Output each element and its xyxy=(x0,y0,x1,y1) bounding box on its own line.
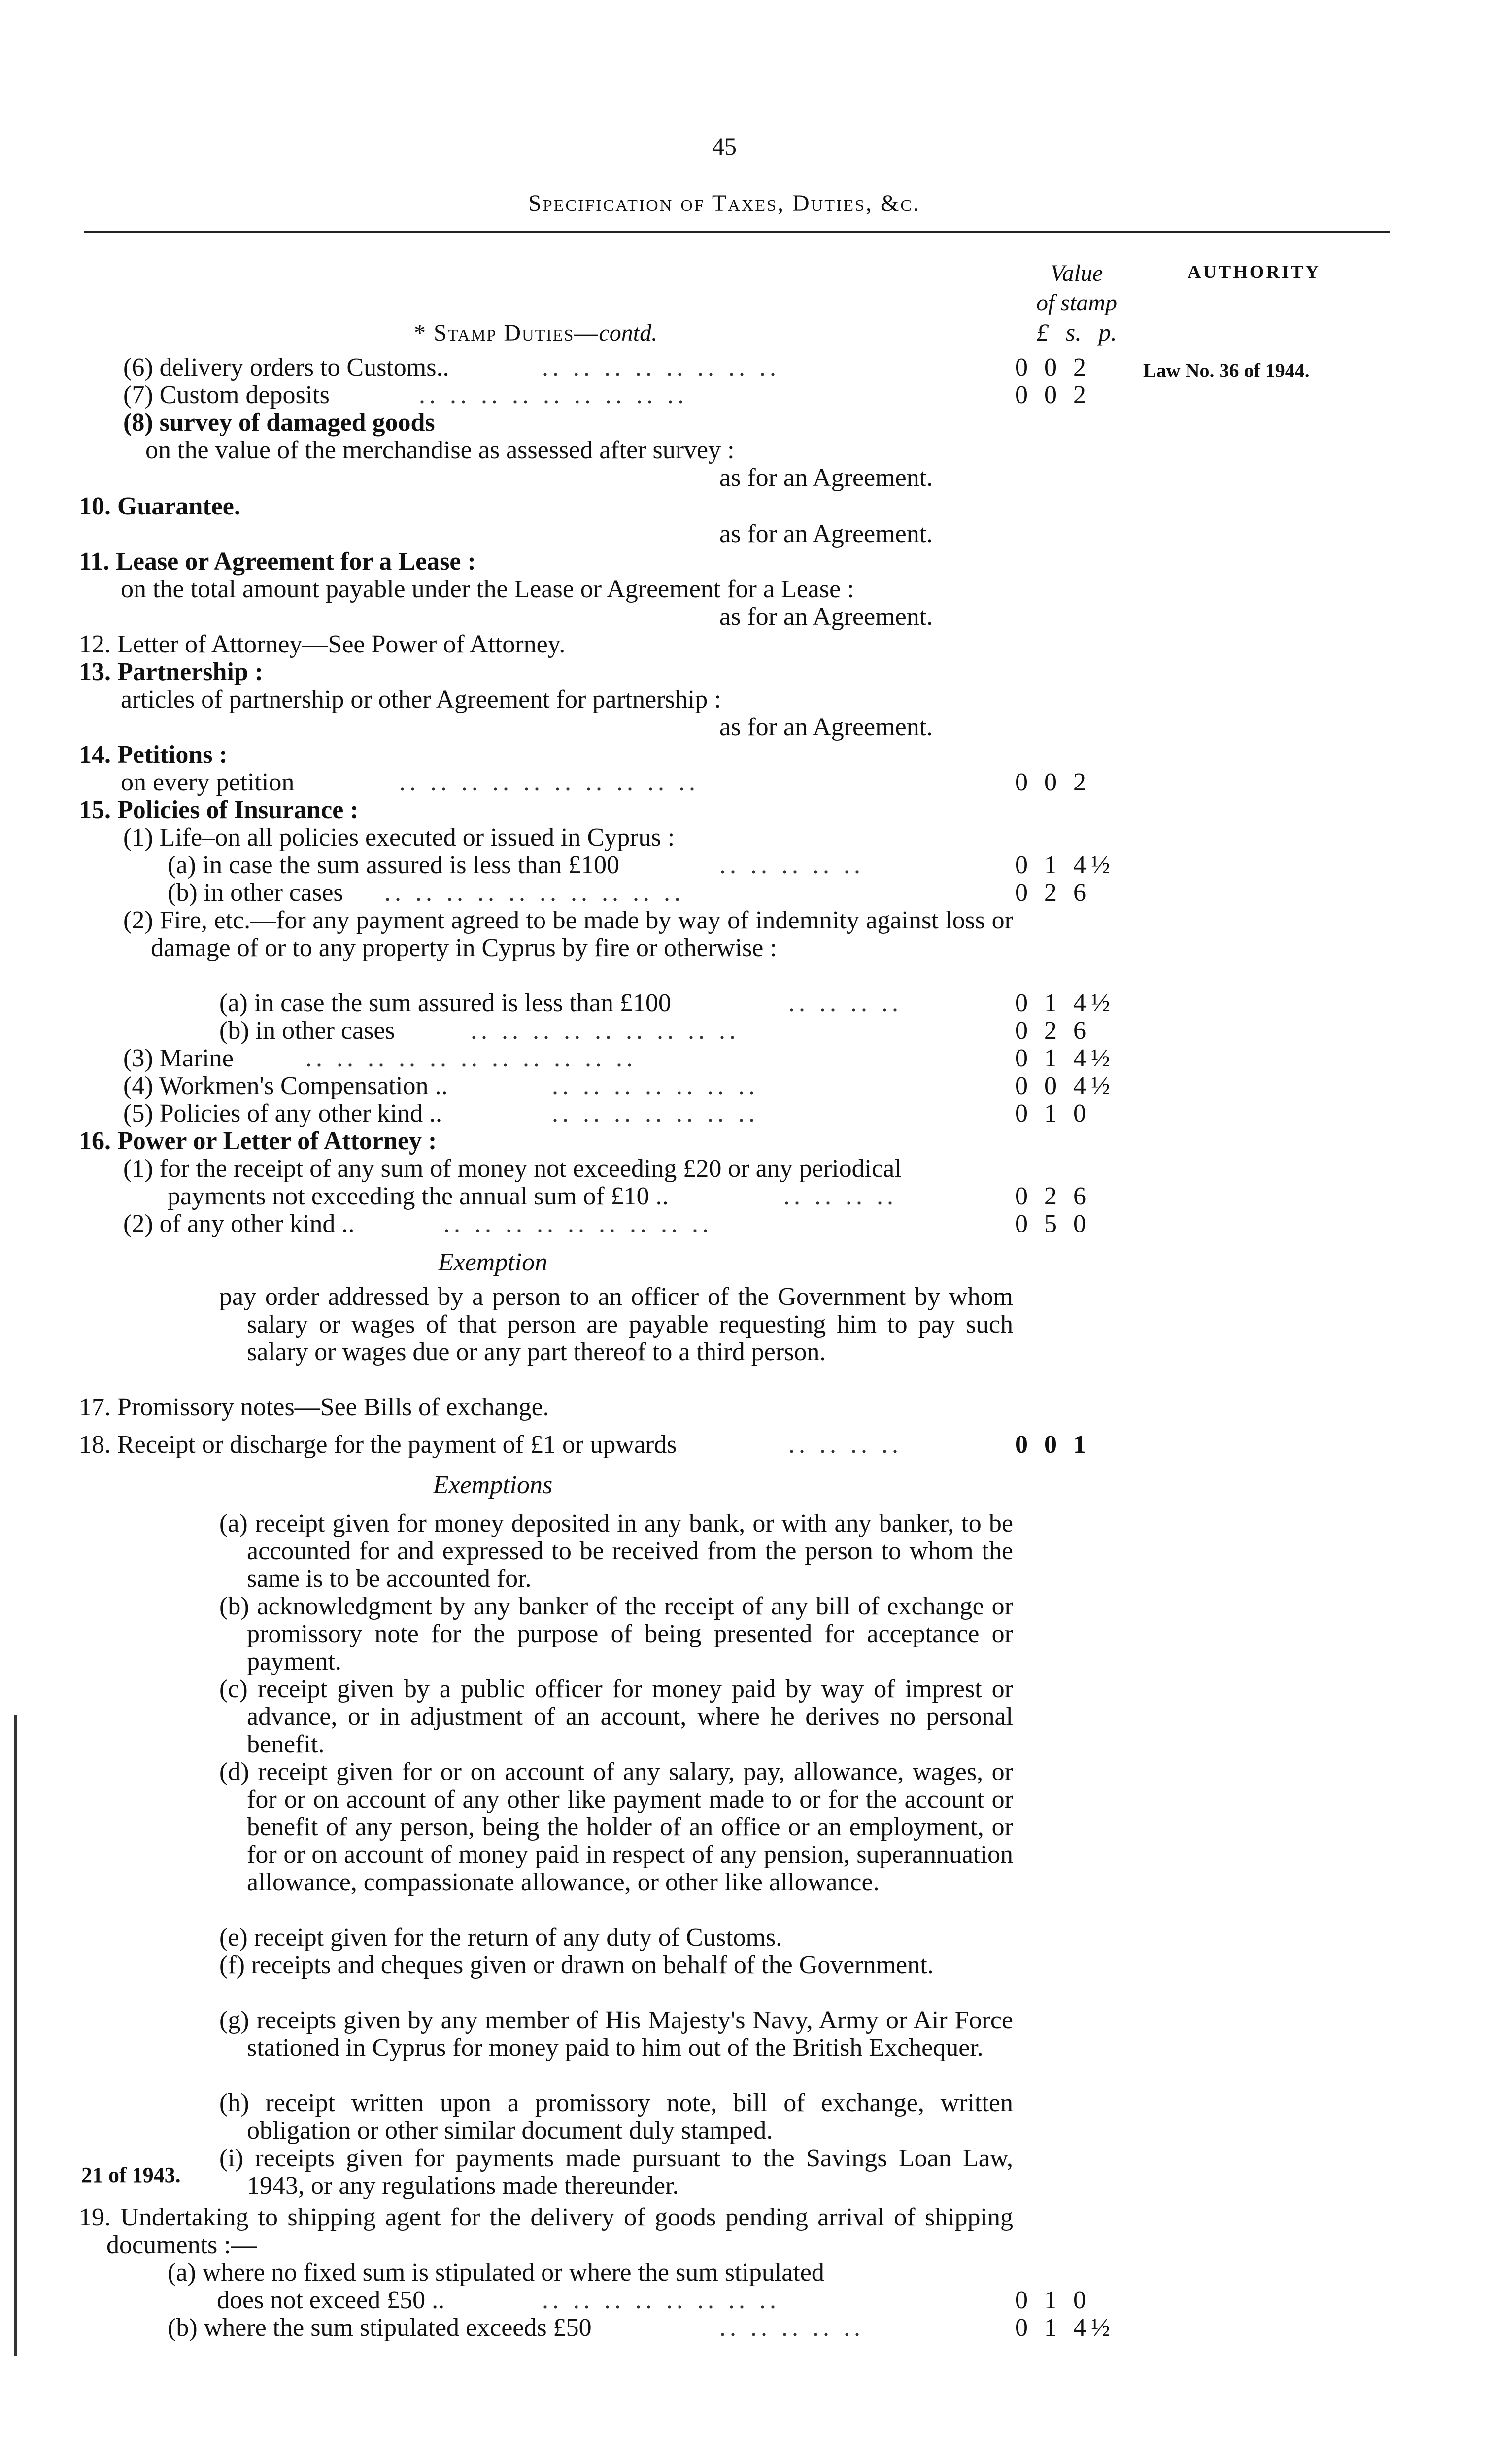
entry-text: 11. Lease or Agreement for a Lease : xyxy=(79,548,476,576)
leader-dots: .. .. .. .. .. .. .. .. .. .. xyxy=(399,768,699,796)
leader-dots: .. .. .. .. xyxy=(788,1431,902,1459)
exemption-a: (a) receipt given for money deposited in any bank, or with any banker, to be accounted for and expressed to be received from the person to whom the same is to be accounted for. xyxy=(219,1509,1013,1593)
exemption-heading: Exemption xyxy=(438,1248,548,1276)
stamp-value: 0 1 0 xyxy=(1015,2286,1091,2314)
leader-dots: .. .. .. .. .. xyxy=(719,2314,864,2342)
entry-text: (2) of any other kind .. xyxy=(123,1210,355,1238)
leader-dots: .. .. .. .. .. .. .. .. xyxy=(542,2286,780,2314)
entry-text: 12. Letter of Attorney—See Power of Attorney. xyxy=(79,630,566,658)
currency-units-heading: £ s. p. xyxy=(1036,318,1117,346)
margin-rule xyxy=(14,1715,17,2356)
entry-text: 14. Petitions : xyxy=(79,741,228,769)
exemption-g: (g) receipts given by any member of His Majesty's Navy, Army or Air Force stationed in Cyprus for money paid to him out of the British Exchequer. xyxy=(219,2006,1013,2062)
entry-text: (4) Workmen's Compensation .. xyxy=(123,1072,448,1100)
exemption-b: (b) acknowledgment by any banker of the receipt of any bill of exchange or promissory note for the purpose of being presented for acceptance or payment. xyxy=(219,1592,1013,1676)
leader-dots: .. .. .. .. .. .. .. .. xyxy=(542,353,780,381)
entry-15-2: (2) Fire, etc.—for any payment agreed to be made by way of indemnity against loss or damage of or to any property in Cyprus by fire or otherwise : xyxy=(123,906,1013,962)
value-heading-line2: of stamp xyxy=(1036,290,1117,316)
entry-text: as for an Agreement. xyxy=(719,520,933,548)
entry-text: as for an Agreement. xyxy=(719,603,933,631)
entry-text: (b) in other cases xyxy=(168,879,343,907)
entry-text: 10. Guarantee. xyxy=(79,492,240,520)
entry-text: on the value of the merchandise as assessed after survey : xyxy=(145,436,735,464)
stamp-value: 0 0 2 xyxy=(1015,381,1091,409)
leader-dots: .. .. .. .. .. .. .. xyxy=(552,1072,759,1100)
leader-dots: .. .. .. .. xyxy=(783,1182,897,1210)
section-contd: contd. xyxy=(599,320,658,346)
entry-text: as for an Agreement. xyxy=(719,464,933,492)
stamp-value: 0 0 4½ xyxy=(1015,1072,1115,1100)
stamp-value: 0 0 2 xyxy=(1015,768,1091,796)
leader-dots: .. .. .. .. .. .. .. .. .. .. xyxy=(384,879,684,907)
header-rule xyxy=(84,231,1390,233)
exemption-f: (f) receipts and cheques given or drawn on behalf of the Government. xyxy=(219,1951,934,1979)
entry-text: payments not exceeding the annual sum of £10 .. xyxy=(168,1182,669,1210)
entry-text: 17. Promissory notes—See Bills of exchange. xyxy=(79,1393,549,1421)
authority-citation: Law No. 36 of 1944. xyxy=(1143,359,1310,381)
entry-text: does not exceed £50 .. xyxy=(217,2286,445,2314)
entry-text: (a) where no fixed sum is stipulated or where the sum stipulated xyxy=(168,2259,824,2287)
stamp-value: 0 2 6 xyxy=(1015,1182,1091,1210)
exemption-i: (i) receipts given for payments made pursuant to the Savings Loan Law, 1943, or any regulations made thereunder. xyxy=(219,2144,1013,2200)
authority-column-heading: AUTHORITY xyxy=(1188,262,1321,282)
leader-dots: .. .. .. .. .. .. .. .. .. .. .. xyxy=(305,1044,637,1072)
entry-text: 13. Partnership : xyxy=(79,658,264,686)
stamp-value: 0 0 2 xyxy=(1015,353,1091,381)
entry-19: 19. Undertaking to shipping agent for the delivery of goods pending arrival of shipping documents :— xyxy=(79,2203,1013,2259)
entry-text: 16. Power or Letter of Attorney : xyxy=(79,1127,437,1155)
leader-dots: .. .. .. .. .. xyxy=(719,851,864,879)
entry-text: (3) Marine xyxy=(123,1044,234,1072)
stamp-value: 0 1 4½ xyxy=(1015,2314,1115,2342)
value-column-heading xyxy=(1005,259,1148,318)
stamp-value: 0 2 6 xyxy=(1015,1017,1091,1045)
stamp-value: 0 1 4½ xyxy=(1015,1044,1115,1072)
stamp-value: 0 5 0 xyxy=(1015,1210,1091,1238)
entry-text: (a) in case the sum assured is less than £100 xyxy=(219,989,672,1017)
exemption-text: pay order addressed by a person to an officer of the Government by whom salary or wages of that person are payable requesting him to pay such salary or wages due or any part thereof to a third person. xyxy=(219,1283,1013,1366)
running-head: Specification of Taxes, Duties, &c. xyxy=(528,190,920,216)
entry-text: (1) for the receipt of any sum of money not exceeding £20 or any periodical xyxy=(123,1155,902,1183)
entry-text: on the total amount payable under the Lease or Agreement for a Lease : xyxy=(121,575,854,603)
page-number: 45 xyxy=(712,133,737,160)
stamp-value: 0 1 4½ xyxy=(1015,989,1115,1017)
leader-dots: .. .. .. .. .. .. .. .. .. xyxy=(443,1210,713,1238)
entry-text: (a) in case the sum assured is less than £100 xyxy=(168,851,620,879)
exemption-d: (d) receipt given for or on account of any salary, pay, allowance, wages, or for or on account of any other like payment made to or for the account or benefit of any person, being the holder of an office or an employment, or for or on account of money paid in respect of any pension, superannuation allowance, compassionate allowance, or other like allowance. xyxy=(219,1758,1013,1896)
leader-dots: .. .. .. .. .. .. .. .. .. xyxy=(471,1017,740,1045)
entry-text: (1) Life–on all policies executed or issued in Cyprus : xyxy=(123,823,675,852)
section-heading xyxy=(414,319,657,346)
entry-text: (6) delivery orders to Customs.. xyxy=(123,353,449,381)
entry-text: 15. Policies of Insurance : xyxy=(79,796,359,824)
entry-text: (b) where the sum stipulated exceeds £50 xyxy=(168,2314,592,2342)
stamp-value: 0 0 1 xyxy=(1015,1431,1091,1459)
exemptions-heading: Exemptions xyxy=(433,1471,553,1499)
entry-text: (7) Custom deposits xyxy=(123,381,330,409)
entry-text: as for an Agreement. xyxy=(719,713,933,741)
entry-text: articles of partnership or other Agreement for partnership : xyxy=(121,685,721,714)
stamp-value: 0 1 4½ xyxy=(1015,851,1115,879)
stamp-value: 0 1 0 xyxy=(1015,1099,1091,1128)
stamp-value: 0 2 6 xyxy=(1015,879,1091,907)
entry-text: (5) Policies of any other kind .. xyxy=(123,1099,442,1128)
value-heading-line1: Value xyxy=(1050,260,1103,286)
entry-text: on every petition xyxy=(121,768,295,796)
exemption-c: (c) receipt given by a public officer for money paid by way of imprest or advance, or in adjustment of an account, where he derives no personal benefit. xyxy=(219,1675,1013,1758)
margin-note: 21 of 1943. xyxy=(81,2163,181,2187)
entry-text: (b) in other cases xyxy=(219,1017,395,1045)
entry-text: 18. Receipt or discharge for the payment of £1 or upwards xyxy=(79,1431,677,1459)
leader-dots: .. .. .. .. .. .. .. .. .. xyxy=(419,381,688,409)
exemption-h: (h) receipt written upon a promissory note, bill of exchange, written obligation or other similar document duly stamped. xyxy=(219,2089,1013,2145)
section-title: * Stamp Duties— xyxy=(414,320,599,346)
entry-text: (8) survey of damaged goods xyxy=(123,409,435,437)
exemption-e: (e) receipt given for the return of any duty of Customs. xyxy=(219,1923,782,1951)
leader-dots: .. .. .. .. .. .. .. xyxy=(552,1099,759,1128)
leader-dots: .. .. .. .. xyxy=(788,989,902,1017)
